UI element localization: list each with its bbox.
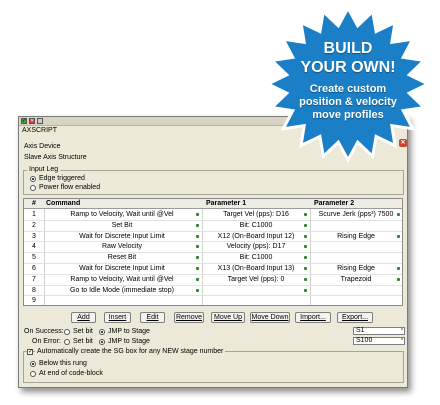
row-parameter-2 (312, 286, 400, 296)
table-header (24, 199, 402, 209)
radio-label: Edge triggered (39, 175, 85, 182)
table-row[interactable] (24, 275, 402, 286)
radio-indicator (99, 329, 105, 335)
radio-indicator (64, 339, 70, 345)
green-marker-icon (304, 224, 307, 227)
input-leg-title: Input Leg (29, 166, 59, 173)
radio-label: JMP to Stage (108, 338, 150, 345)
command-table (23, 198, 403, 306)
row-parameter-1: Target Vel (pps): 0 (227, 275, 285, 283)
slave-axis-label: Slave Axis Structure (24, 154, 87, 161)
radio-label: Power flow enabled (39, 184, 101, 191)
row-parameter-2 (312, 242, 400, 252)
table-row[interactable] (24, 286, 402, 297)
row-parameter-2: Scurve Jerk (pps³) 7500 (318, 211, 394, 218)
radio-indicator (30, 185, 36, 191)
radio-indicator (30, 371, 36, 377)
row-parameter-1 (204, 286, 308, 296)
radio-indicator (30, 176, 36, 182)
badge-line-5: move profiles (312, 109, 384, 121)
auto-create-checkbox[interactable]: ✓ (28, 349, 34, 355)
table-row[interactable] (24, 221, 402, 232)
move-up-button[interactable]: Move Up (211, 312, 245, 323)
radio-indicator (64, 329, 70, 335)
badge-line-2: YOUR OWN! (300, 59, 396, 76)
row-parameter-1: Velocity (pps): D17 (226, 243, 286, 251)
row-parameter-2 (312, 296, 400, 306)
row-number: 4 (32, 243, 36, 251)
row-number: 7 (32, 275, 36, 283)
below-this-rung-radio[interactable] (30, 360, 87, 367)
remove-button[interactable]: Remove (175, 314, 203, 321)
green-marker-icon (304, 267, 307, 270)
row-parameter-2 (312, 221, 400, 231)
row-parameter-1: Bit: C1000 (239, 254, 273, 262)
row-parameter-1: Target Vel (pps): D16 (223, 211, 289, 218)
row-parameter-2: Rising Edge (337, 232, 375, 240)
on-error-label: On Error: (32, 338, 61, 345)
on-error-jmp-radio[interactable] (99, 338, 150, 345)
radio-label: JMP to Stage (108, 328, 150, 335)
edit-button[interactable]: Edit (140, 312, 165, 323)
row-number: 6 (32, 265, 36, 272)
row-parameter-2: Rising Edge (337, 265, 375, 272)
radio-label: Set bit (73, 338, 93, 345)
row-parameter-1 (204, 296, 308, 306)
badge-line-4: position & velocity (299, 96, 397, 108)
header-parameter-2: Parameter 2 (314, 200, 355, 207)
row-parameter-1: X12 (On-Board Input 12) (217, 232, 295, 240)
green-marker-icon (196, 256, 199, 259)
row-command (44, 296, 200, 306)
header-num: # (32, 200, 36, 207)
green-marker-icon (304, 235, 307, 238)
row-number: 2 (32, 221, 36, 229)
field-value: S100 (356, 337, 373, 344)
auto-create-group (23, 348, 404, 383)
end-of-code-block-radio[interactable] (30, 370, 103, 377)
on-success-label: On Success: (24, 328, 64, 335)
row-command: Wait for Discrete Input Limit (79, 232, 165, 240)
green-marker-icon (196, 224, 199, 227)
badge-line-3: Create custom (309, 83, 387, 95)
green-marker-icon (304, 289, 307, 292)
on-error-set-bit-radio[interactable] (64, 338, 93, 345)
green-marker-icon (196, 267, 199, 270)
import-button[interactable]: Import... (295, 312, 331, 323)
table-row[interactable] (24, 253, 402, 264)
badge-line-1: BUILD (323, 40, 373, 57)
on-success-stage-field[interactable] (353, 327, 405, 335)
green-marker-icon (196, 278, 199, 281)
axis-device-label: Axis Device (24, 143, 61, 150)
green-marker-icon (397, 278, 400, 281)
auto-create-label: Automatically create the SG box for any NEW stage number (37, 348, 224, 355)
row-parameter-2 (312, 253, 400, 263)
row-command: Ramp to Velocity, Wait until @Vel (70, 211, 174, 218)
window-icon[interactable] (37, 118, 43, 124)
asterisk-icon: * (401, 338, 403, 344)
row-number: 8 (32, 286, 36, 294)
row-number: 3 (32, 232, 36, 240)
row-parameter-1: X13 (On-Board Input 13) (217, 265, 295, 272)
radio-label: Set bit (73, 328, 93, 335)
on-success-set-bit-radio[interactable] (64, 328, 93, 335)
table-row[interactable] (24, 296, 402, 307)
row-command: Raw Velocity (101, 243, 143, 251)
green-marker-icon (196, 213, 199, 216)
insert-button[interactable]: Insert (104, 312, 131, 323)
radio-indicator (30, 361, 36, 367)
header-command: Command (46, 200, 81, 207)
field-value: S1 (356, 327, 365, 334)
row-parameter-2: Trapezoid (340, 275, 372, 283)
green-marker-icon (397, 213, 400, 216)
row-command: Go to Idle Mode (immediate stop) (70, 286, 174, 294)
radio-label: At end of code-block (39, 370, 103, 377)
row-command: Set Bit (111, 221, 133, 229)
row-number: 1 (32, 211, 36, 218)
green-marker-icon (196, 235, 199, 238)
header-parameter-1: Parameter 1 (206, 200, 247, 207)
green-marker-icon (304, 278, 307, 281)
row-command: Ramp to Velocity, Wait until @Vel (70, 275, 174, 283)
table-row[interactable] (24, 264, 402, 275)
power-flow-radio[interactable] (30, 184, 100, 191)
export-button[interactable]: Export... (337, 312, 373, 323)
radio-label: Below this rung (39, 360, 87, 367)
add-button[interactable]: Add (71, 312, 96, 323)
green-marker-icon (304, 213, 307, 216)
table-row[interactable] (24, 210, 402, 221)
on-error-stage-field[interactable] (353, 337, 405, 345)
row-number: 9 (32, 297, 36, 305)
check-icon[interactable]: ✓ (22, 118, 27, 124)
row-command: Reset Bit (107, 254, 137, 262)
green-marker-icon (397, 235, 400, 238)
edge-triggered-radio[interactable] (30, 175, 85, 182)
script-label: AXSCRIPT (22, 127, 58, 134)
green-marker-icon (196, 289, 199, 292)
move-down-button[interactable]: Move Down (251, 314, 289, 321)
radio-indicator (99, 339, 105, 345)
x-icon[interactable]: ✕ (30, 118, 35, 124)
row-command: Wait for Discrete Input Limit (79, 265, 165, 272)
on-success-jmp-radio[interactable] (99, 328, 150, 335)
close-icon[interactable]: ✕ (400, 140, 406, 146)
row-number: 5 (32, 254, 36, 262)
green-marker-icon (304, 256, 307, 259)
asterisk-icon: * (401, 328, 403, 334)
row-parameter-1: Bit: C1000 (239, 221, 273, 229)
table-row[interactable] (24, 242, 402, 253)
green-marker-icon (397, 267, 400, 270)
table-row[interactable] (24, 232, 402, 243)
input-leg-group (23, 166, 404, 195)
